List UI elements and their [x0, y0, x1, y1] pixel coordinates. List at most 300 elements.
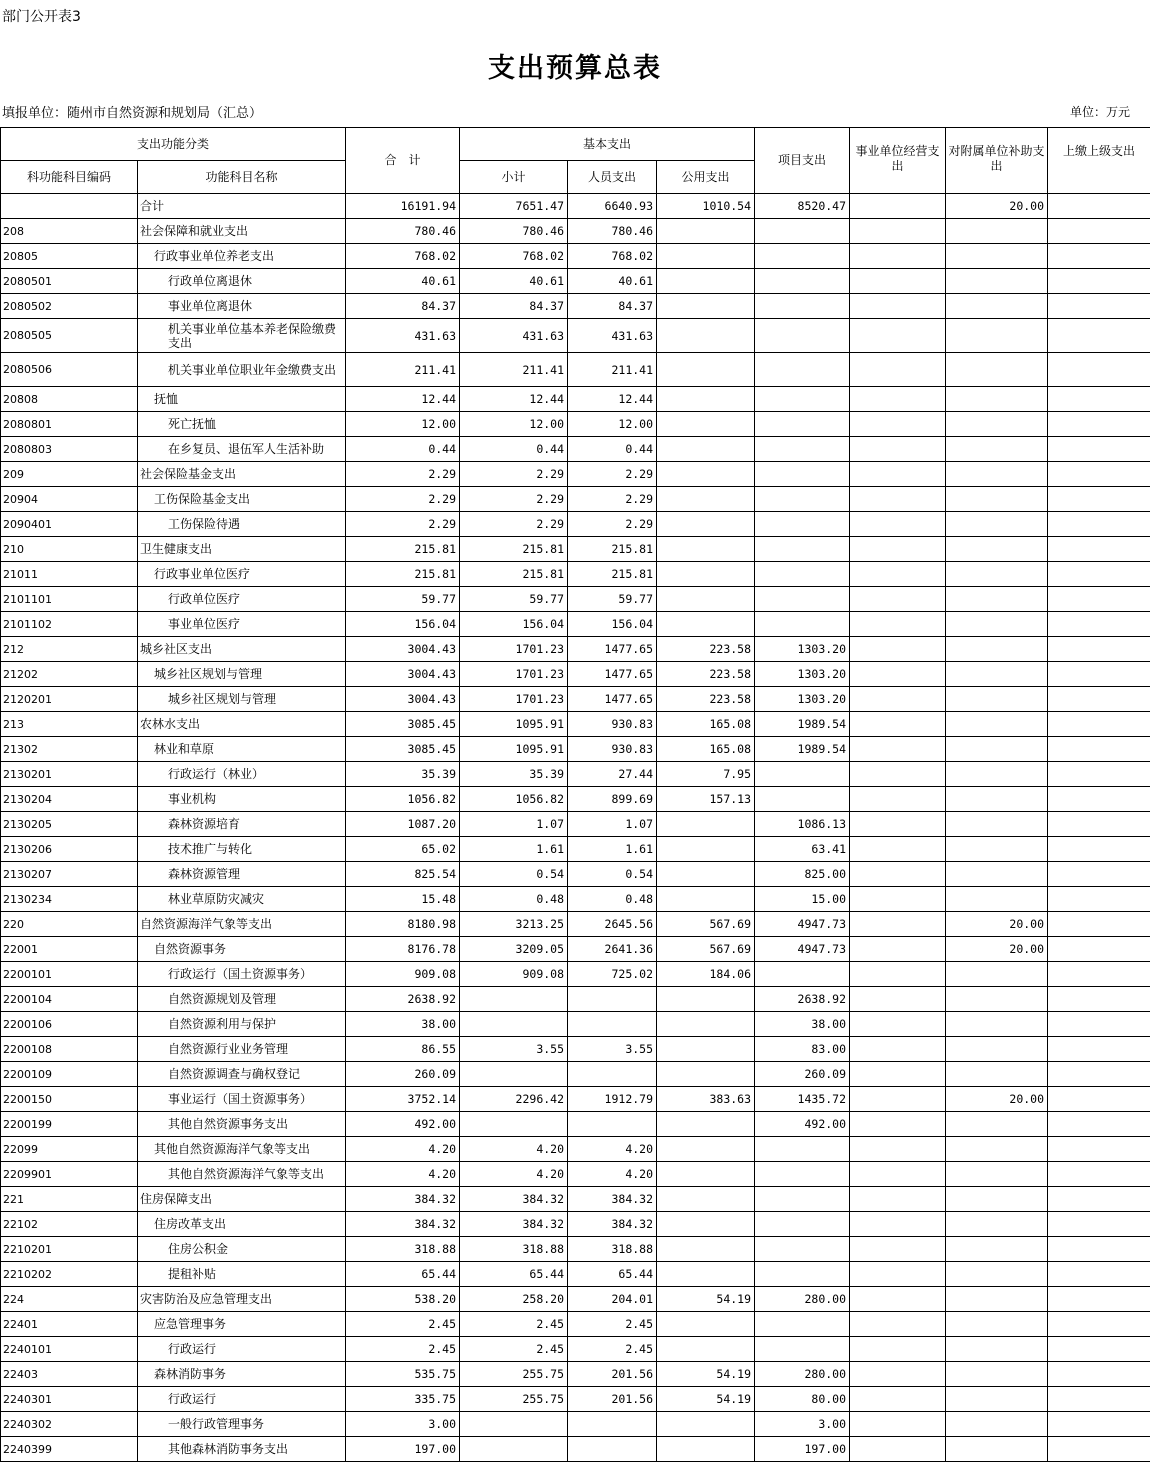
table-row — [1, 1262, 1150, 1287]
row-code: 2080501 — [1, 269, 138, 294]
cell-public: 184.06 — [657, 962, 755, 987]
cell-total: 40.61 — [346, 269, 460, 294]
table-tag: 部门公开表3 — [2, 9, 81, 25]
cell-subtotal — [460, 1437, 568, 1462]
cell-public — [657, 219, 755, 244]
header-func-class: 支出功能分类 — [1, 128, 346, 161]
row-name: 住房改革支出 — [138, 1212, 346, 1237]
cell-public — [657, 353, 755, 387]
cell-public — [657, 244, 755, 269]
cell-total: 780.46 — [346, 219, 460, 244]
row-name: 林业草原防灾减灾 — [138, 887, 346, 912]
row-code: 22099 — [1, 1137, 138, 1162]
cell-public: 567.69 — [657, 937, 755, 962]
row-name: 工伤保险待遇 — [138, 512, 346, 537]
row-code: 2130207 — [1, 862, 138, 887]
cell-subtotal: 7651.47 — [460, 194, 568, 219]
cell-upper — [1048, 737, 1150, 762]
cell-subtotal: 65.44 — [460, 1262, 568, 1287]
table-row — [1, 487, 1150, 512]
cell-upper — [1048, 1312, 1150, 1337]
cell-subsidy — [946, 537, 1048, 562]
cell-personnel: 431.63 — [568, 319, 657, 353]
cell-public — [657, 319, 755, 353]
cell-subtotal — [460, 1112, 568, 1137]
cell-operating — [850, 662, 946, 687]
row-name: 行政事业单位医疗 — [138, 562, 346, 587]
cell-operating — [850, 437, 946, 462]
cell-subsidy — [946, 1287, 1048, 1312]
cell-operating — [850, 1212, 946, 1237]
row-code: 212 — [1, 637, 138, 662]
table-row — [1, 1312, 1150, 1337]
row-code: 2200106 — [1, 1012, 138, 1037]
cell-subtotal: 3209.05 — [460, 937, 568, 962]
table-row — [1, 387, 1150, 412]
header-personnel: 人员支出 — [568, 161, 657, 194]
cell-upper — [1048, 1037, 1150, 1062]
cell-operating — [850, 1387, 946, 1412]
cell-subsidy — [946, 787, 1048, 812]
cell-subtotal: 12.00 — [460, 412, 568, 437]
cell-public — [657, 1237, 755, 1262]
table-row — [1, 1212, 1150, 1237]
row-name: 技术推广与转化 — [138, 837, 346, 862]
cell-upper — [1048, 562, 1150, 587]
cell-upper — [1048, 937, 1150, 962]
cell-total: 8180.98 — [346, 912, 460, 937]
cell-subtotal: 1701.23 — [460, 687, 568, 712]
table-row — [1, 462, 1150, 487]
row-name: 事业运行（国土资源事务） — [138, 1087, 346, 1112]
cell-operating — [850, 412, 946, 437]
currency-unit: 单位：万元 — [1069, 105, 1130, 119]
cell-total: 3.00 — [346, 1412, 460, 1437]
cell-project: 63.41 — [755, 837, 850, 862]
row-name: 住房公积金 — [138, 1237, 346, 1262]
cell-subtotal: 0.48 — [460, 887, 568, 912]
cell-project: 83.00 — [755, 1037, 850, 1062]
row-name: 合计 — [138, 194, 346, 219]
table-row — [1, 244, 1150, 269]
cell-subtotal: 84.37 — [460, 294, 568, 319]
cell-public — [657, 537, 755, 562]
cell-public: 567.69 — [657, 912, 755, 937]
row-code: 2130234 — [1, 887, 138, 912]
row-code: 2130205 — [1, 812, 138, 837]
cell-total: 909.08 — [346, 962, 460, 987]
cell-personnel: 384.32 — [568, 1212, 657, 1237]
cell-personnel: 2.45 — [568, 1337, 657, 1362]
cell-subtotal: 384.32 — [460, 1187, 568, 1212]
cell-personnel: 6640.93 — [568, 194, 657, 219]
cell-personnel: 0.54 — [568, 862, 657, 887]
cell-operating — [850, 294, 946, 319]
table-row — [1, 1162, 1150, 1187]
cell-total: 12.44 — [346, 387, 460, 412]
cell-upper — [1048, 1437, 1150, 1462]
cell-total: 8176.78 — [346, 937, 460, 962]
cell-personnel — [568, 987, 657, 1012]
cell-project — [755, 1337, 850, 1362]
row-name: 林业和草原 — [138, 737, 346, 762]
row-code: 2130201 — [1, 762, 138, 787]
header-code: 科功能科目编码 — [1, 161, 138, 194]
cell-public: 54.19 — [657, 1362, 755, 1387]
cell-subsidy — [946, 353, 1048, 387]
table-row — [1, 737, 1150, 762]
cell-upper — [1048, 1087, 1150, 1112]
cell-personnel: 0.44 — [568, 437, 657, 462]
cell-personnel: 2.29 — [568, 487, 657, 512]
cell-subtotal: 215.81 — [460, 537, 568, 562]
row-code: 20808 — [1, 387, 138, 412]
cell-personnel: 215.81 — [568, 562, 657, 587]
cell-personnel: 1.61 — [568, 837, 657, 862]
cell-project — [755, 294, 850, 319]
cell-upper — [1048, 1137, 1150, 1162]
table-row — [1, 887, 1150, 912]
cell-project — [755, 412, 850, 437]
cell-subtotal: 2.29 — [460, 512, 568, 537]
cell-personnel — [568, 1012, 657, 1037]
cell-subtotal: 3.55 — [460, 1037, 568, 1062]
cell-subsidy — [946, 412, 1048, 437]
cell-operating — [850, 612, 946, 637]
cell-operating — [850, 512, 946, 537]
cell-personnel: 1912.79 — [568, 1087, 657, 1112]
cell-subsidy — [946, 962, 1048, 987]
row-name: 自然资源调查与确权登记 — [138, 1062, 346, 1087]
cell-public: 7.95 — [657, 762, 755, 787]
cell-personnel: 1477.65 — [568, 637, 657, 662]
cell-public: 157.13 — [657, 787, 755, 812]
cell-public — [657, 1412, 755, 1437]
row-name: 自然资源利用与保护 — [138, 1012, 346, 1037]
cell-personnel: 725.02 — [568, 962, 657, 987]
cell-personnel: 930.83 — [568, 737, 657, 762]
cell-subtotal: 2.29 — [460, 487, 568, 512]
cell-project: 1989.54 — [755, 712, 850, 737]
row-code: 2080506 — [1, 353, 138, 387]
cell-subsidy — [946, 462, 1048, 487]
cell-total: 384.32 — [346, 1187, 460, 1212]
cell-total: 335.75 — [346, 1387, 460, 1412]
cell-total: 3085.45 — [346, 737, 460, 762]
cell-subsidy — [946, 1237, 1048, 1262]
cell-subsidy — [946, 987, 1048, 1012]
table-row — [1, 1012, 1150, 1037]
cell-upper — [1048, 1337, 1150, 1362]
row-code: 2240302 — [1, 1412, 138, 1437]
cell-upper — [1048, 837, 1150, 862]
row-name: 自然资源海洋气象等支出 — [138, 912, 346, 937]
row-code: 2080801 — [1, 412, 138, 437]
table-row — [1, 637, 1150, 662]
cell-public — [657, 1187, 755, 1212]
table-row — [1, 937, 1150, 962]
reporting-unit: 填报单位：随州市自然资源和规划局（汇总） — [2, 106, 263, 121]
cell-total: 156.04 — [346, 612, 460, 637]
cell-subsidy — [946, 637, 1048, 662]
cell-public — [657, 1162, 755, 1187]
row-name: 一般行政管理事务 — [138, 1412, 346, 1437]
row-code: 2200150 — [1, 1087, 138, 1112]
cell-personnel: 84.37 — [568, 294, 657, 319]
cell-subtotal: 780.46 — [460, 219, 568, 244]
cell-upper — [1048, 662, 1150, 687]
cell-subtotal: 1.07 — [460, 812, 568, 837]
cell-operating — [850, 1237, 946, 1262]
cell-upper — [1048, 537, 1150, 562]
cell-operating — [850, 1162, 946, 1187]
cell-upper — [1048, 1412, 1150, 1437]
cell-total: 65.44 — [346, 1262, 460, 1287]
cell-total: 35.39 — [346, 762, 460, 787]
cell-project: 280.00 — [755, 1362, 850, 1387]
table-row — [1, 1137, 1150, 1162]
row-code: 213 — [1, 712, 138, 737]
cell-operating — [850, 269, 946, 294]
cell-subsidy — [946, 1162, 1048, 1187]
row-name: 工伤保险基金支出 — [138, 487, 346, 512]
row-code: 208 — [1, 219, 138, 244]
row-code — [1, 194, 138, 219]
header-basic: 基本支出 — [460, 128, 755, 161]
cell-upper — [1048, 962, 1150, 987]
cell-upper — [1048, 987, 1150, 1012]
row-name: 森林资源管理 — [138, 862, 346, 887]
cell-upper — [1048, 512, 1150, 537]
cell-upper — [1048, 462, 1150, 487]
cell-operating — [850, 1337, 946, 1362]
cell-personnel: 2.45 — [568, 1312, 657, 1337]
cell-personnel: 4.20 — [568, 1137, 657, 1162]
cell-subsidy — [946, 887, 1048, 912]
header-upper: 上缴上级支出 — [1048, 128, 1150, 194]
row-name: 事业机构 — [138, 787, 346, 812]
row-name: 死亡抚恤 — [138, 412, 346, 437]
cell-project: 1303.20 — [755, 687, 850, 712]
cell-public: 223.58 — [657, 687, 755, 712]
row-name: 行政事业单位养老支出 — [138, 244, 346, 269]
cell-upper — [1048, 1262, 1150, 1287]
cell-subsidy — [946, 612, 1048, 637]
cell-public — [657, 487, 755, 512]
header-subtotal: 小计 — [460, 161, 568, 194]
row-name: 森林资源培育 — [138, 812, 346, 837]
row-code: 2240101 — [1, 1337, 138, 1362]
cell-operating — [850, 1137, 946, 1162]
cell-subtotal: 1095.91 — [460, 737, 568, 762]
cell-public — [657, 387, 755, 412]
cell-personnel: 59.77 — [568, 587, 657, 612]
cell-subsidy — [946, 387, 1048, 412]
row-name: 城乡社区规划与管理 — [138, 687, 346, 712]
cell-upper — [1048, 1237, 1150, 1262]
cell-subtotal: 211.41 — [460, 353, 568, 387]
cell-personnel: 1477.65 — [568, 687, 657, 712]
cell-total: 2.45 — [346, 1312, 460, 1337]
cell-project — [755, 1162, 850, 1187]
row-name: 行政单位医疗 — [138, 587, 346, 612]
cell-subsidy — [946, 737, 1048, 762]
cell-total: 4.20 — [346, 1162, 460, 1187]
cell-subsidy — [946, 219, 1048, 244]
table-row — [1, 912, 1150, 937]
cell-public: 165.08 — [657, 737, 755, 762]
cell-subsidy — [946, 1437, 1048, 1462]
table-row — [1, 662, 1150, 687]
cell-project: 260.09 — [755, 1062, 850, 1087]
header-total: 合 计 — [346, 128, 460, 194]
cell-operating — [850, 462, 946, 487]
row-code: 2200108 — [1, 1037, 138, 1062]
cell-subsidy — [946, 562, 1048, 587]
cell-personnel: 2.29 — [568, 462, 657, 487]
table-row — [1, 1412, 1150, 1437]
table-row — [1, 269, 1150, 294]
cell-operating — [850, 194, 946, 219]
cell-upper — [1048, 387, 1150, 412]
cell-subsidy — [946, 1187, 1048, 1212]
cell-operating — [850, 862, 946, 887]
cell-subtotal — [460, 987, 568, 1012]
cell-project — [755, 244, 850, 269]
cell-subtotal: 4.20 — [460, 1137, 568, 1162]
cell-total: 12.00 — [346, 412, 460, 437]
cell-personnel: 12.44 — [568, 387, 657, 412]
cell-project — [755, 1187, 850, 1212]
cell-project: 80.00 — [755, 1387, 850, 1412]
cell-subsidy: 20.00 — [946, 1087, 1048, 1112]
cell-project — [755, 1137, 850, 1162]
cell-project: 3.00 — [755, 1412, 850, 1437]
table-row — [1, 353, 1150, 387]
cell-total: 15.48 — [346, 887, 460, 912]
row-name: 应急管理事务 — [138, 1312, 346, 1337]
cell-total: 3752.14 — [346, 1087, 460, 1112]
row-name: 森林消防事务 — [138, 1362, 346, 1387]
cell-upper — [1048, 194, 1150, 219]
cell-personnel: 12.00 — [568, 412, 657, 437]
cell-total: 65.02 — [346, 837, 460, 862]
cell-total: 84.37 — [346, 294, 460, 319]
row-name: 抚恤 — [138, 387, 346, 412]
cell-public — [657, 1262, 755, 1287]
cell-operating — [850, 812, 946, 837]
cell-subsidy — [946, 1037, 1048, 1062]
cell-project — [755, 762, 850, 787]
cell-operating — [850, 1037, 946, 1062]
cell-operating — [850, 1012, 946, 1037]
row-code: 2209901 — [1, 1162, 138, 1187]
cell-subtotal: 3213.25 — [460, 912, 568, 937]
cell-total: 38.00 — [346, 1012, 460, 1037]
row-name: 社会保障和就业支出 — [138, 219, 346, 244]
cell-subtotal: 2.45 — [460, 1337, 568, 1362]
cell-project — [755, 353, 850, 387]
cell-upper — [1048, 862, 1150, 887]
cell-personnel: 318.88 — [568, 1237, 657, 1262]
cell-upper — [1048, 353, 1150, 387]
row-name: 自然资源行业业务管理 — [138, 1037, 346, 1062]
cell-subtotal — [460, 1062, 568, 1087]
cell-operating — [850, 712, 946, 737]
cell-operating — [850, 762, 946, 787]
table-row — [1, 837, 1150, 862]
cell-personnel — [568, 1412, 657, 1437]
cell-personnel: 1477.65 — [568, 662, 657, 687]
cell-operating — [850, 687, 946, 712]
cell-subsidy — [946, 512, 1048, 537]
row-code: 220 — [1, 912, 138, 937]
cell-public — [657, 1437, 755, 1462]
cell-subsidy — [946, 319, 1048, 353]
cell-subsidy — [946, 1337, 1048, 1362]
row-name: 卫生健康支出 — [138, 537, 346, 562]
cell-subtotal: 40.61 — [460, 269, 568, 294]
cell-total: 215.81 — [346, 562, 460, 587]
cell-subsidy — [946, 687, 1048, 712]
cell-subtotal: 255.75 — [460, 1362, 568, 1387]
cell-personnel: 384.32 — [568, 1187, 657, 1212]
table-row — [1, 537, 1150, 562]
table-row — [1, 1337, 1150, 1362]
cell-project — [755, 612, 850, 637]
cell-personnel: 201.56 — [568, 1362, 657, 1387]
row-name: 机关事业单位基本养老保险缴费支出 — [138, 319, 346, 353]
row-code: 2080502 — [1, 294, 138, 319]
row-name: 在乡复员、退伍军人生活补助 — [138, 437, 346, 462]
row-code: 21302 — [1, 737, 138, 762]
cell-public — [657, 1062, 755, 1087]
cell-project: 1435.72 — [755, 1087, 850, 1112]
cell-subtotal: 1095.91 — [460, 712, 568, 737]
row-code: 20805 — [1, 244, 138, 269]
cell-public: 223.58 — [657, 637, 755, 662]
cell-subsidy — [946, 1312, 1048, 1337]
cell-operating — [850, 637, 946, 662]
row-code: 22401 — [1, 1312, 138, 1337]
cell-total: 211.41 — [346, 353, 460, 387]
cell-project — [755, 269, 850, 294]
table-row — [1, 437, 1150, 462]
cell-upper — [1048, 1012, 1150, 1037]
cell-public — [657, 812, 755, 837]
cell-subsidy — [946, 762, 1048, 787]
row-name: 提租补贴 — [138, 1262, 346, 1287]
row-code: 2210202 — [1, 1262, 138, 1287]
cell-subtotal: 1056.82 — [460, 787, 568, 812]
row-code: 2080803 — [1, 437, 138, 462]
cell-project — [755, 512, 850, 537]
table-row — [1, 412, 1150, 437]
table-row — [1, 219, 1150, 244]
table-row — [1, 194, 1150, 219]
table-row — [1, 762, 1150, 787]
cell-subtotal: 1.61 — [460, 837, 568, 862]
cell-project — [755, 1237, 850, 1262]
row-code: 2240301 — [1, 1387, 138, 1412]
row-code: 2080505 — [1, 319, 138, 353]
table-row — [1, 1387, 1150, 1412]
cell-total: 318.88 — [346, 1237, 460, 1262]
cell-project: 38.00 — [755, 1012, 850, 1037]
cell-total: 431.63 — [346, 319, 460, 353]
cell-personnel: 2.29 — [568, 512, 657, 537]
table-row — [1, 1187, 1150, 1212]
